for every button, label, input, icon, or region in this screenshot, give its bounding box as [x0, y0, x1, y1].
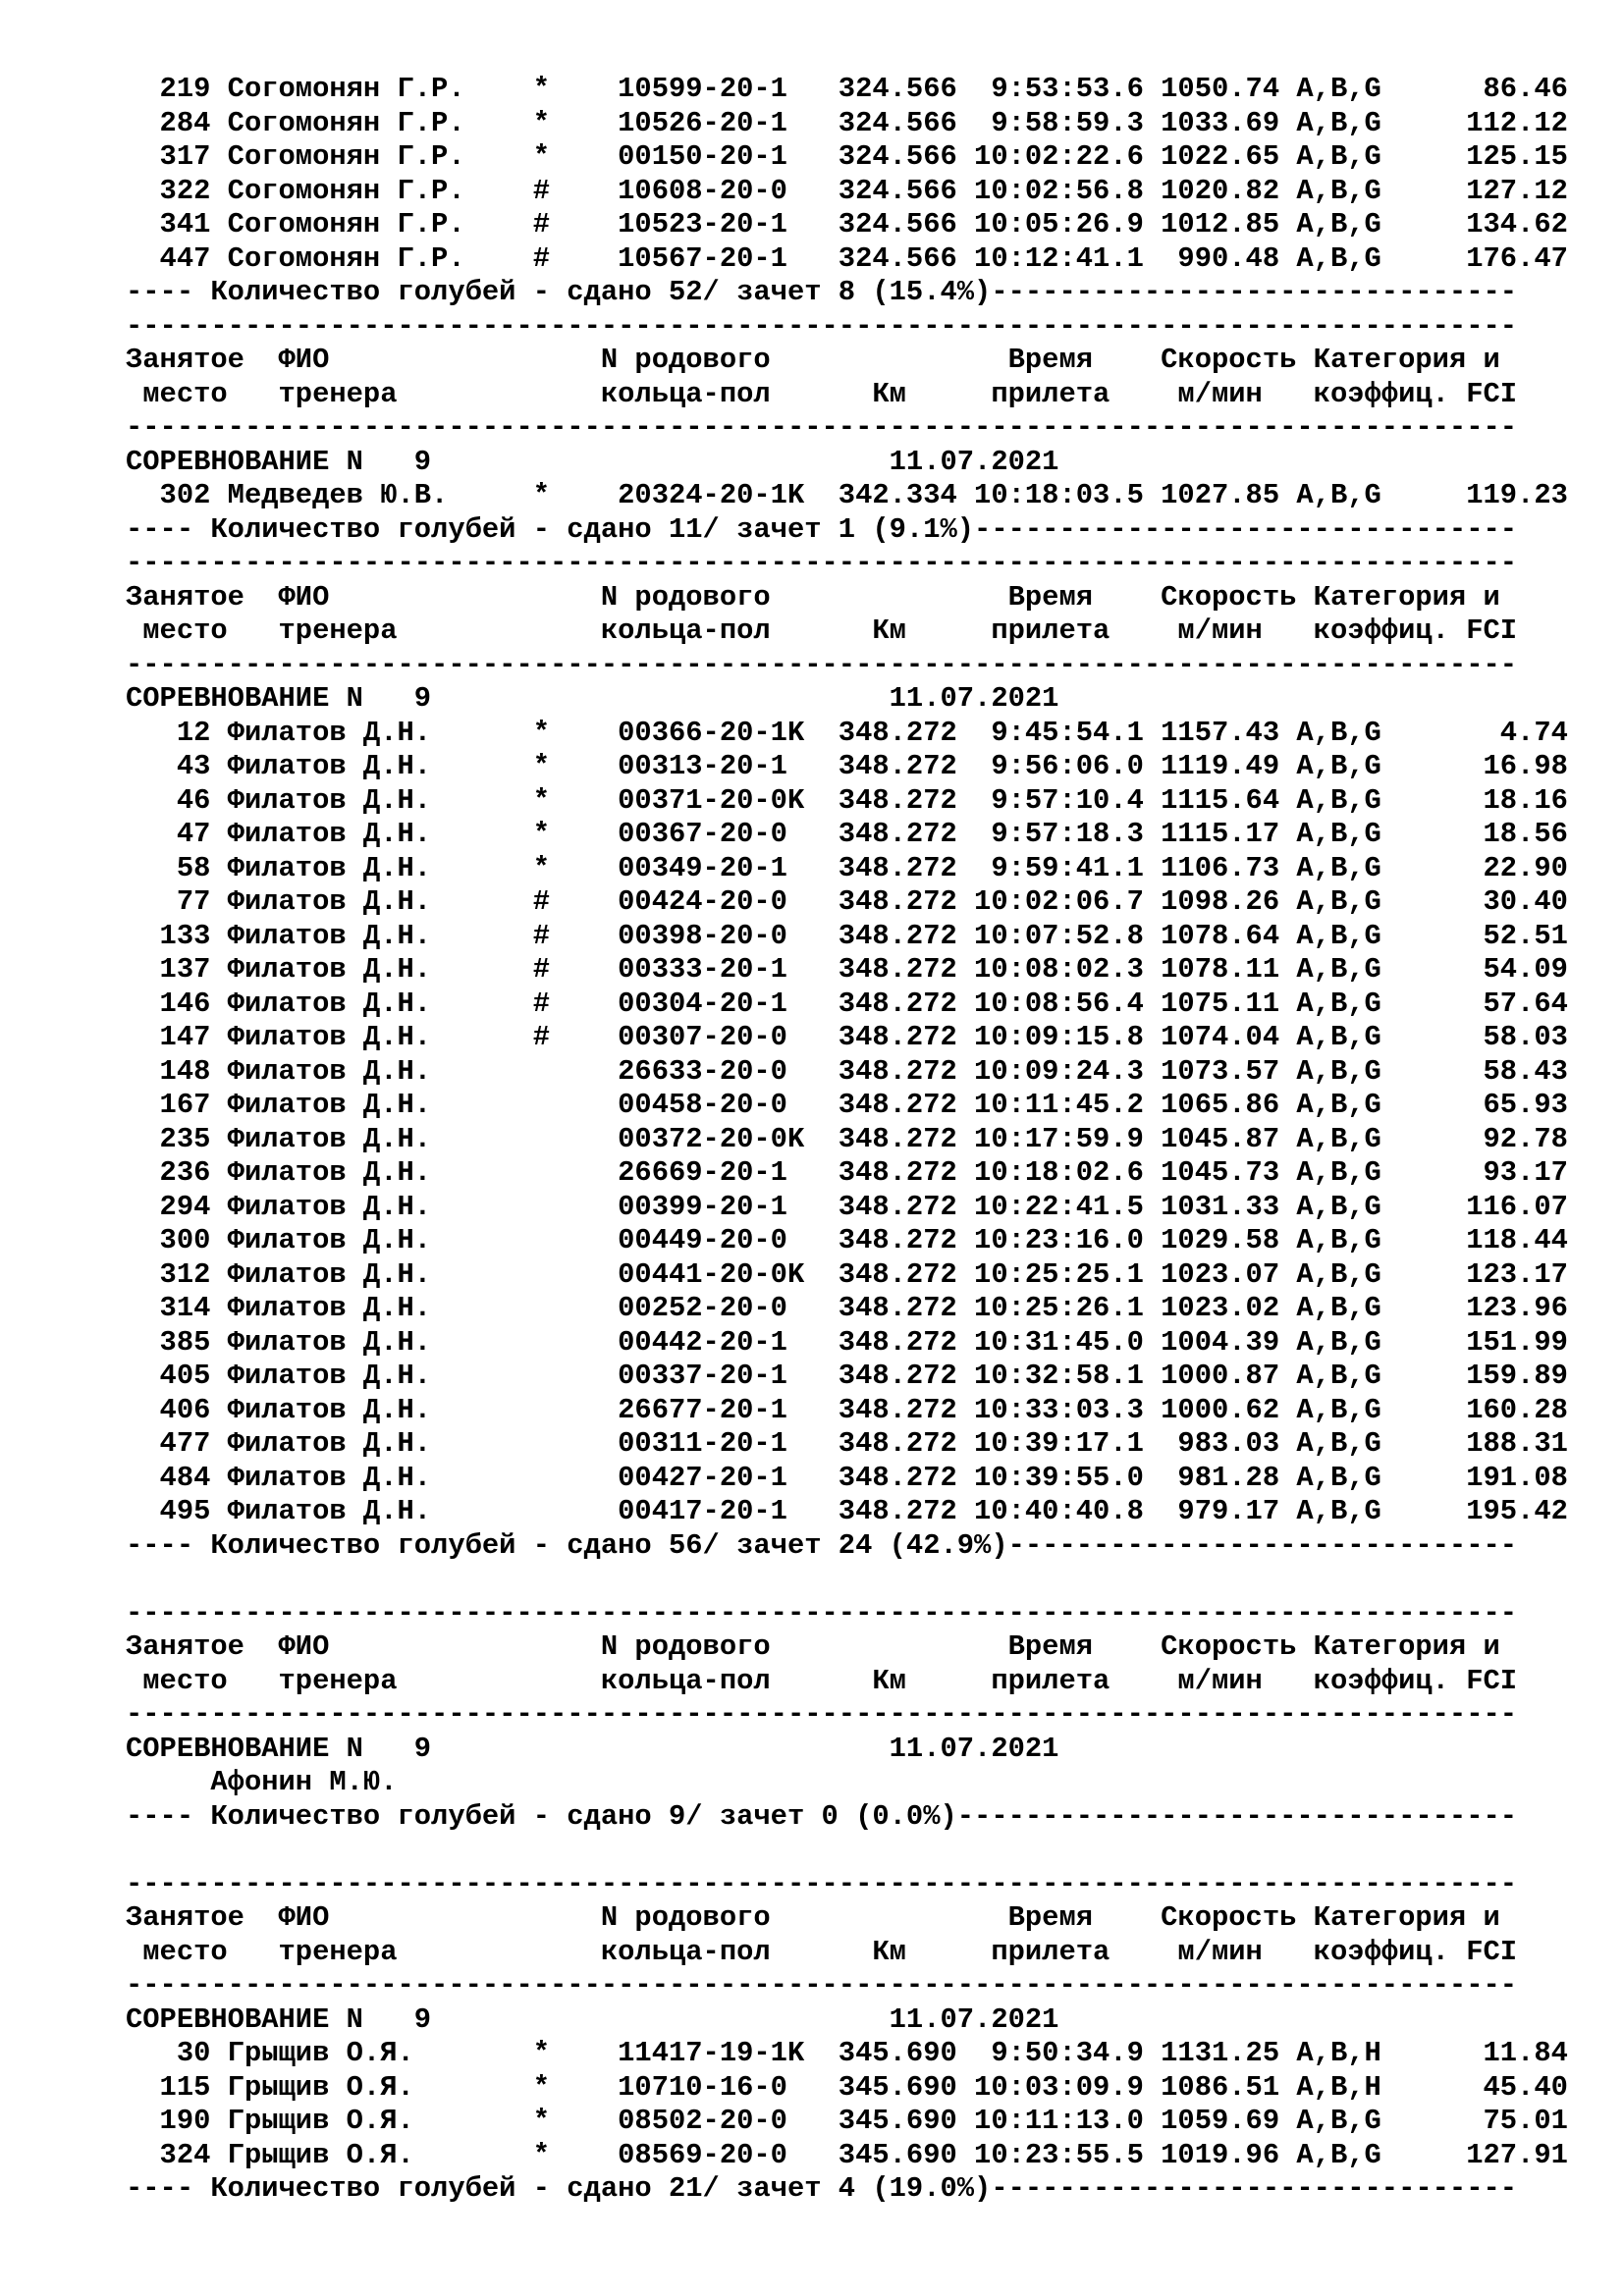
- result-row: 58 Филатов Д.Н. * 00349-20-1 348.272 9:59:41.1 1106.73 A,B,G 22.90: [126, 851, 1568, 884]
- separator-line: ----------------------------------------------------------------------------------: [126, 1596, 1518, 1629]
- summary-line: ---- Количество голубей - сдано 52/ зачет 8 (15.4%)-------------------------------: [126, 276, 1518, 308]
- result-row: 43 Филатов Д.Н. * 00313-20-1 348.272 9:56:06.0 1119.49 A,B,G 16.98: [126, 750, 1568, 782]
- result-row: 477 Филатов Д.Н. 00311-20-1 348.272 10:39:17.1 983.03 A,B,G 188.31: [126, 1427, 1568, 1460]
- result-row: 190 Грыщив О.Я. * 08502-20-0 345.690 10:11:13.0 1059.69 A,B,G 75.01: [126, 2105, 1568, 2137]
- separator-line: ----------------------------------------------------------------------------------: [126, 411, 1518, 444]
- column-header-line: Занятое ФИО N родового Время Скорость Категория и: [126, 580, 1500, 614]
- result-row: 219 Согомонян Г.Р. * 10599-20-1 324.566 9:53:53.6 1050.74 A,B,G 86.46: [126, 73, 1568, 105]
- result-row: 312 Филатов Д.Н. 00441-20-0K 348.272 10:25:25.1 1023.07 A,B,G 123.17: [126, 1257, 1568, 1291]
- summary-line: ---- Количество голубей - сдано 21/ зачет 4 (19.0%)-------------------------------: [126, 2172, 1518, 2205]
- result-row: 236 Филатов Д.Н. 26669-20-1 348.272 10:18:02.6 1045.73 A,B,G 93.17: [126, 1156, 1568, 1189]
- competition-line: СОРЕВНОВАНИЕ N 9 11.07.2021: [126, 1732, 1059, 1765]
- result-row: 147 Филатов Д.Н. # 00307-20-0 348.272 10:09:15.8 1074.04 A,B,G 58.03: [126, 1021, 1568, 1053]
- result-row: 148 Филатов Д.Н. 26633-20-0 348.272 10:09:24.3 1073.57 A,B,G 58.43: [126, 1054, 1568, 1088]
- result-row: 46 Филатов Д.Н. * 00371-20-0K 348.272 9:57:10.4 1115.64 A,B,G 18.16: [126, 783, 1568, 817]
- result-row: 341 Согомонян Г.Р. # 10523-20-1 324.566 10:05:26.9 1012.85 A,B,G 134.62: [126, 208, 1568, 240]
- result-row: 137 Филатов Д.Н. # 00333-20-1 348.272 10:08:02.3 1078.11 A,B,G 54.09: [126, 953, 1568, 986]
- result-row: 302 Медведев Ю.В. * 20324-20-1K 342.334 10:18:03.5 1027.85 A,B,G 119.23: [126, 479, 1568, 511]
- result-row: 30 Грыщив О.Я. * 11417-19-1K 345.690 9:50:34.9 1131.25 A,B,H 11.84: [126, 2037, 1568, 2069]
- column-header-line: место тренера кольца-пол Км прилета м/мин коэффиц. FCI: [126, 614, 1518, 647]
- result-row: 300 Филатов Д.Н. 00449-20-0 348.272 10:23:16.0 1029.58 A,B,G 118.44: [126, 1224, 1568, 1256]
- result-row: 133 Филатов Д.Н. # 00398-20-0 348.272 10:07:52.8 1078.64 A,B,G 52.51: [126, 919, 1568, 952]
- result-row: 294 Филатов Д.Н. 00399-20-1 348.272 10:22:41.5 1031.33 A,B,G 116.07: [126, 1190, 1568, 1223]
- separator-line: ----------------------------------------------------------------------------------: [126, 1969, 1518, 2002]
- result-row: 167 Филатов Д.Н. 00458-20-0 348.272 10:11:45.2 1065.86 A,B,G 65.93: [126, 1089, 1568, 1121]
- result-row: 322 Согомонян Г.Р. # 10608-20-0 324.566 10:02:56.8 1020.82 A,B,G 127.12: [126, 174, 1568, 207]
- separator-line: ----------------------------------------------------------------------------------: [126, 309, 1518, 343]
- column-header-line: Занятое ФИО N родового Время Скорость Категория и: [126, 1630, 1500, 1663]
- result-row: 146 Филатов Д.Н. # 00304-20-1 348.272 10:08:56.4 1075.11 A,B,G 57.64: [126, 987, 1568, 1020]
- blank-line: [126, 1563, 1598, 1597]
- separator-line: ----------------------------------------------------------------------------------: [126, 1867, 1518, 1900]
- column-header-line: Занятое ФИО N родового Время Скорость Категория и: [126, 344, 1500, 376]
- result-row: Афонин М.Ю.: [126, 1766, 398, 1798]
- result-row: 385 Филатов Д.Н. 00442-20-1 348.272 10:31:45.0 1004.39 A,B,G 151.99: [126, 1325, 1568, 1359]
- column-header-line: место тренера кольца-пол Км прилета м/мин коэффиц. FCI: [126, 377, 1518, 410]
- result-row: 324 Грыщив О.Я. * 08569-20-0 345.690 10:23:55.5 1019.96 A,B,G 127.91: [126, 2138, 1568, 2171]
- column-header-line: место тренера кольца-пол Км прилета м/мин коэффиц. FCI: [126, 1935, 1518, 1968]
- result-row: 115 Грыщив О.Я. * 10710-16-0 345.690 10:03:09.9 1086.51 A,B,H 45.40: [126, 2070, 1568, 2104]
- summary-line: ---- Количество голубей - сдано 56/ зачет 24 (42.9%)------------------------------: [126, 1528, 1518, 1562]
- result-row: 12 Филатов Д.Н. * 00366-20-1K 348.272 9:45:54.1 1157.43 A,B,G 4.74: [126, 716, 1568, 749]
- competition-line: СОРЕВНОВАНИЕ N 9 11.07.2021: [126, 2002, 1059, 2036]
- result-row: 77 Филатов Д.Н. # 00424-20-0 348.272 10:02:06.7 1098.26 A,B,G 30.40: [126, 885, 1568, 918]
- result-row: 284 Согомонян Г.Р. * 10526-20-1 324.566 9:58:59.3 1033.69 A,B,G 112.12: [126, 106, 1568, 139]
- separator-line: ----------------------------------------------------------------------------------: [126, 648, 1518, 681]
- result-row: 406 Филатов Д.Н. 26677-20-1 348.272 10:33:03.3 1000.62 A,B,G 160.28: [126, 1393, 1568, 1426]
- result-row: 47 Филатов Д.Н. * 00367-20-0 348.272 9:57:18.3 1115.17 A,B,G 18.56: [126, 818, 1568, 850]
- competition-line: СОРЕВНОВАНИЕ N 9 11.07.2021: [126, 445, 1059, 478]
- result-row: 317 Согомонян Г.Р. * 00150-20-1 324.566 10:02:22.6 1022.65 A,B,G 125.15: [126, 140, 1568, 173]
- separator-line: ----------------------------------------------------------------------------------: [126, 547, 1518, 579]
- summary-line: ---- Количество голубей - сдано 9/ зачет 0 (0.0%)---------------------------------: [126, 1799, 1518, 1833]
- column-header-line: место тренера кольца-пол Км прилета м/мин коэффиц. FCI: [126, 1664, 1518, 1697]
- blank-line: [126, 1834, 1598, 1868]
- results-document: [126, 73, 1598, 2207]
- result-row: 495 Филатов Д.Н. 00417-20-1 348.272 10:40:40.8 979.17 A,B,G 195.42: [126, 1495, 1568, 1527]
- result-row: 484 Филатов Д.Н. 00427-20-1 348.272 10:39:55.0 981.28 A,B,G 191.08: [126, 1461, 1568, 1494]
- separator-line: ----------------------------------------------------------------------------------: [126, 1698, 1518, 1731]
- result-row: 235 Филатов Д.Н. 00372-20-0K 348.272 10:17:59.9 1045.87 A,B,G 92.78: [126, 1122, 1568, 1155]
- result-row: 447 Согомонян Г.Р. # 10567-20-1 324.566 10:12:41.1 990.48 A,B,G 176.47: [126, 241, 1568, 275]
- column-header-line: Занятое ФИО N родового Время Скорость Категория и: [126, 1901, 1500, 1934]
- competition-line: СОРЕВНОВАНИЕ N 9 11.07.2021: [126, 682, 1059, 715]
- result-row: 405 Филатов Д.Н. 00337-20-1 348.272 10:32:58.1 1000.87 A,B,G 159.89: [126, 1360, 1568, 1392]
- result-row: 314 Филатов Д.Н. 00252-20-0 348.272 10:25:26.1 1023.02 A,B,G 123.96: [126, 1292, 1568, 1324]
- summary-line: ---- Количество голубей - сдано 11/ зачет 1 (9.1%)--------------------------------: [126, 512, 1518, 546]
